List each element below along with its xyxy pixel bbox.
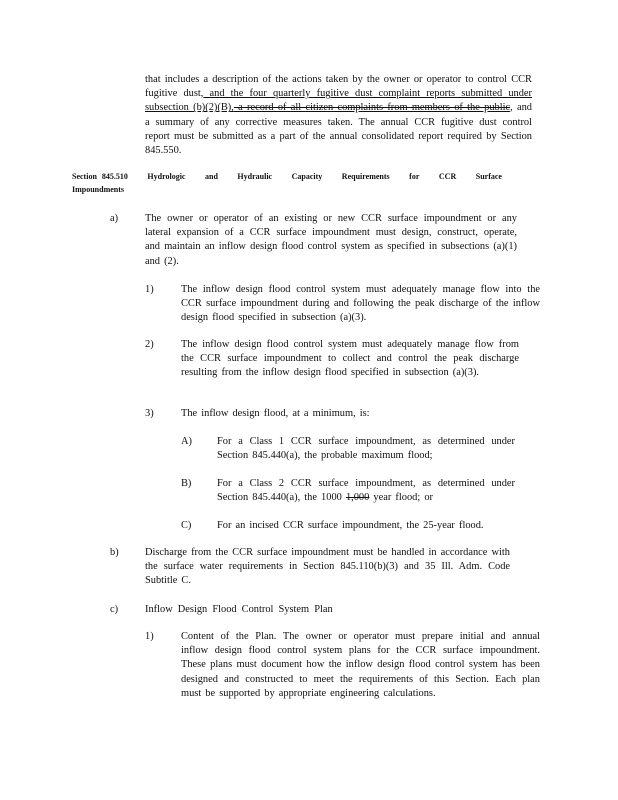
item-a3B-text-after: year flood; or [369, 492, 433, 504]
item-a3-text: The inflow design flood, at a minimum, is: [181, 408, 370, 419]
subsection-c-title: Inflow Design Flood Control System Plan [145, 604, 333, 615]
heading-word: Hydrologic [147, 172, 186, 181]
item-a1-label: 1) [145, 284, 154, 295]
heading-word: and [205, 172, 218, 181]
item-a3B-text [217, 477, 515, 505]
item-a2-label: 2) [145, 339, 154, 350]
intro-text-2: , and a summary of any corrective measures taken. The annual CCR fugitive dust control report must be submitted as a part of the annual consolidated report required by Section 845.550. [145, 102, 532, 157]
item-c1-text: Content of the Plan. The owner or operator must prepare initial and annual inflow design flood control system plans for the CCR surface impoundment. These plans must document how the inflow design flood control system has been designed and constructed to meet the requirements of this Section. Each plan must be supported by appropriate engineering calculations. [181, 631, 540, 699]
item-a3A-text: For a Class 1 CCR surface impoundment, as determined under Section 845.440(a), the probable maximum flood; [217, 436, 515, 462]
heading-word: Capacity [291, 172, 323, 181]
intro-text-1: that includes a description of the actions taken by the owner or operator to control CCR fugitive dust, [145, 74, 532, 100]
section-heading-line2: Impoundments [72, 185, 125, 194]
item-a3-label: 3) [145, 408, 154, 419]
heading-word: for [409, 172, 420, 181]
item-a3B-text-before: For a Class 2 CCR surface impoundment, as determined under Section 845.440(a), the 1000 [217, 478, 515, 504]
item-a3B-label: B) [181, 478, 192, 489]
subsection-b-label: b) [110, 547, 119, 558]
item-a2-text: The inflow design flood control system must adequately manage flow from the CCR surface impoundment to collect and control the peak discharge resulting from the inflow design flood specified in subsection (a)(3). [181, 339, 519, 379]
subsection-c-label: c) [110, 604, 119, 615]
item-a1-text: The inflow design flood control system must adequately manage flow into the CCR surface impoundment during and following the peak discharge of the inflow design flood specified in subsection (a)(3). [181, 284, 540, 324]
subsection-a-text: The owner or operator of an existing or new CCR surface impoundment or any lateral expansion of a CCR surface impoundment must design, construct, operate, and maintain an inflow design flood control system as specified in subsections (a)(1) and (2). [145, 213, 517, 267]
item-a3A-label: A) [181, 436, 192, 447]
section-number: Section 845.510 [72, 172, 128, 181]
intro-deleted-text: a record of all citizen complaints from members of the public [233, 102, 511, 114]
heading-word: Hydraulic [237, 172, 273, 181]
subsection-b-text: Discharge from the CCR surface impoundment must be handled in accordance with the surface water requirements in Section 845.110(b)(3) and 35 Ill. Adm. Code Subtitle C. [145, 547, 510, 587]
item-a3C-text: For an incised CCR surface impoundment, the 25-year flood. [217, 520, 484, 531]
item-a3C-label: C) [181, 520, 192, 531]
heading-word: CCR [438, 172, 457, 181]
section-heading [72, 170, 502, 196]
intro-inserted-text: and the four quarterly fugitive dust complaint reports submitted under subsection (b)(2)(B), [145, 88, 532, 114]
heading-word: Requirements [341, 172, 390, 181]
intro-paragraph [145, 73, 532, 158]
heading-word: Surface [475, 172, 502, 181]
item-c1-label: 1) [145, 631, 154, 642]
subsection-a-label: a) [110, 213, 119, 224]
item-a3B-deleted-text: 1,000 [345, 492, 370, 504]
